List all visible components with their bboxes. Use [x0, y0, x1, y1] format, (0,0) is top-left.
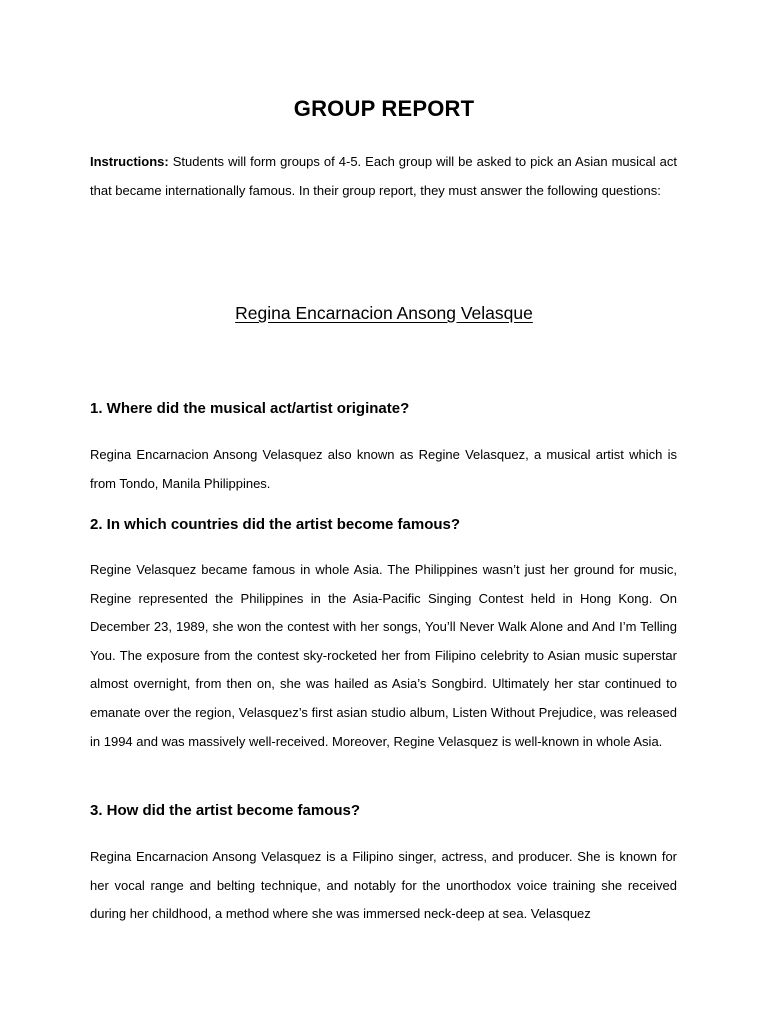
- question-2-heading: 2. In which countries did the artist become famous?: [90, 516, 461, 533]
- artist-heading: Regina Encarnacion Ansong Velasque: [235, 303, 533, 323]
- question-1-heading: 1. Where did the musical act/artist originate?: [90, 400, 410, 417]
- question-3-heading: 3. How did the artist become famous?: [90, 802, 361, 819]
- answer-2-paragraph: Regine Velasquez became famous in whole Asia. The Philippines wasn’t just her ground for music, Regine represented the Philippines in the Asia-Pacific Singing Contest held in Hong Kong. On December 23, 1989, she won the contest with her songs, You’ll Never Walk Alone and And I’m Telling You. The exposure from the contest sky-rocketed her from Filipino celebrity to Asian music superstar almost overnight, from then on, she was hailed as Asia’s Songbird. Ultimately her star continued to emanate over the region, Velasquez’s first asian studio album, Listen Without Prejudice, was released in 1994 and was massively well-received. Moreover, Regine Velasquez is well-known in whole Asia.: [90, 562, 677, 749]
- document-title: GROUP REPORT: [293, 96, 475, 121]
- instructions-text: Students will form groups of 4-5. Each group will be asked to pick an Asian musical act that became internationally famous. In their group report, they must answer the following questions:: [90, 154, 677, 198]
- instructions-paragraph: [90, 148, 677, 205]
- answer-3-paragraph: Regina Encarnacion Ansong Velasquez is a Filipino singer, actress, and producer. She is known for her vocal range and belting technique, and notably for the unorthodox voice training she received during her childhood, a method where she was immersed neck-deep at sea. Velasquez: [90, 849, 677, 922]
- instructions-label: Instructions:: [90, 154, 169, 169]
- answer-1-paragraph: Regina Encarnacion Ansong Velasquez also known as Regine Velasquez, a musical artist which is from Tondo, Manila Philippines.: [90, 447, 677, 491]
